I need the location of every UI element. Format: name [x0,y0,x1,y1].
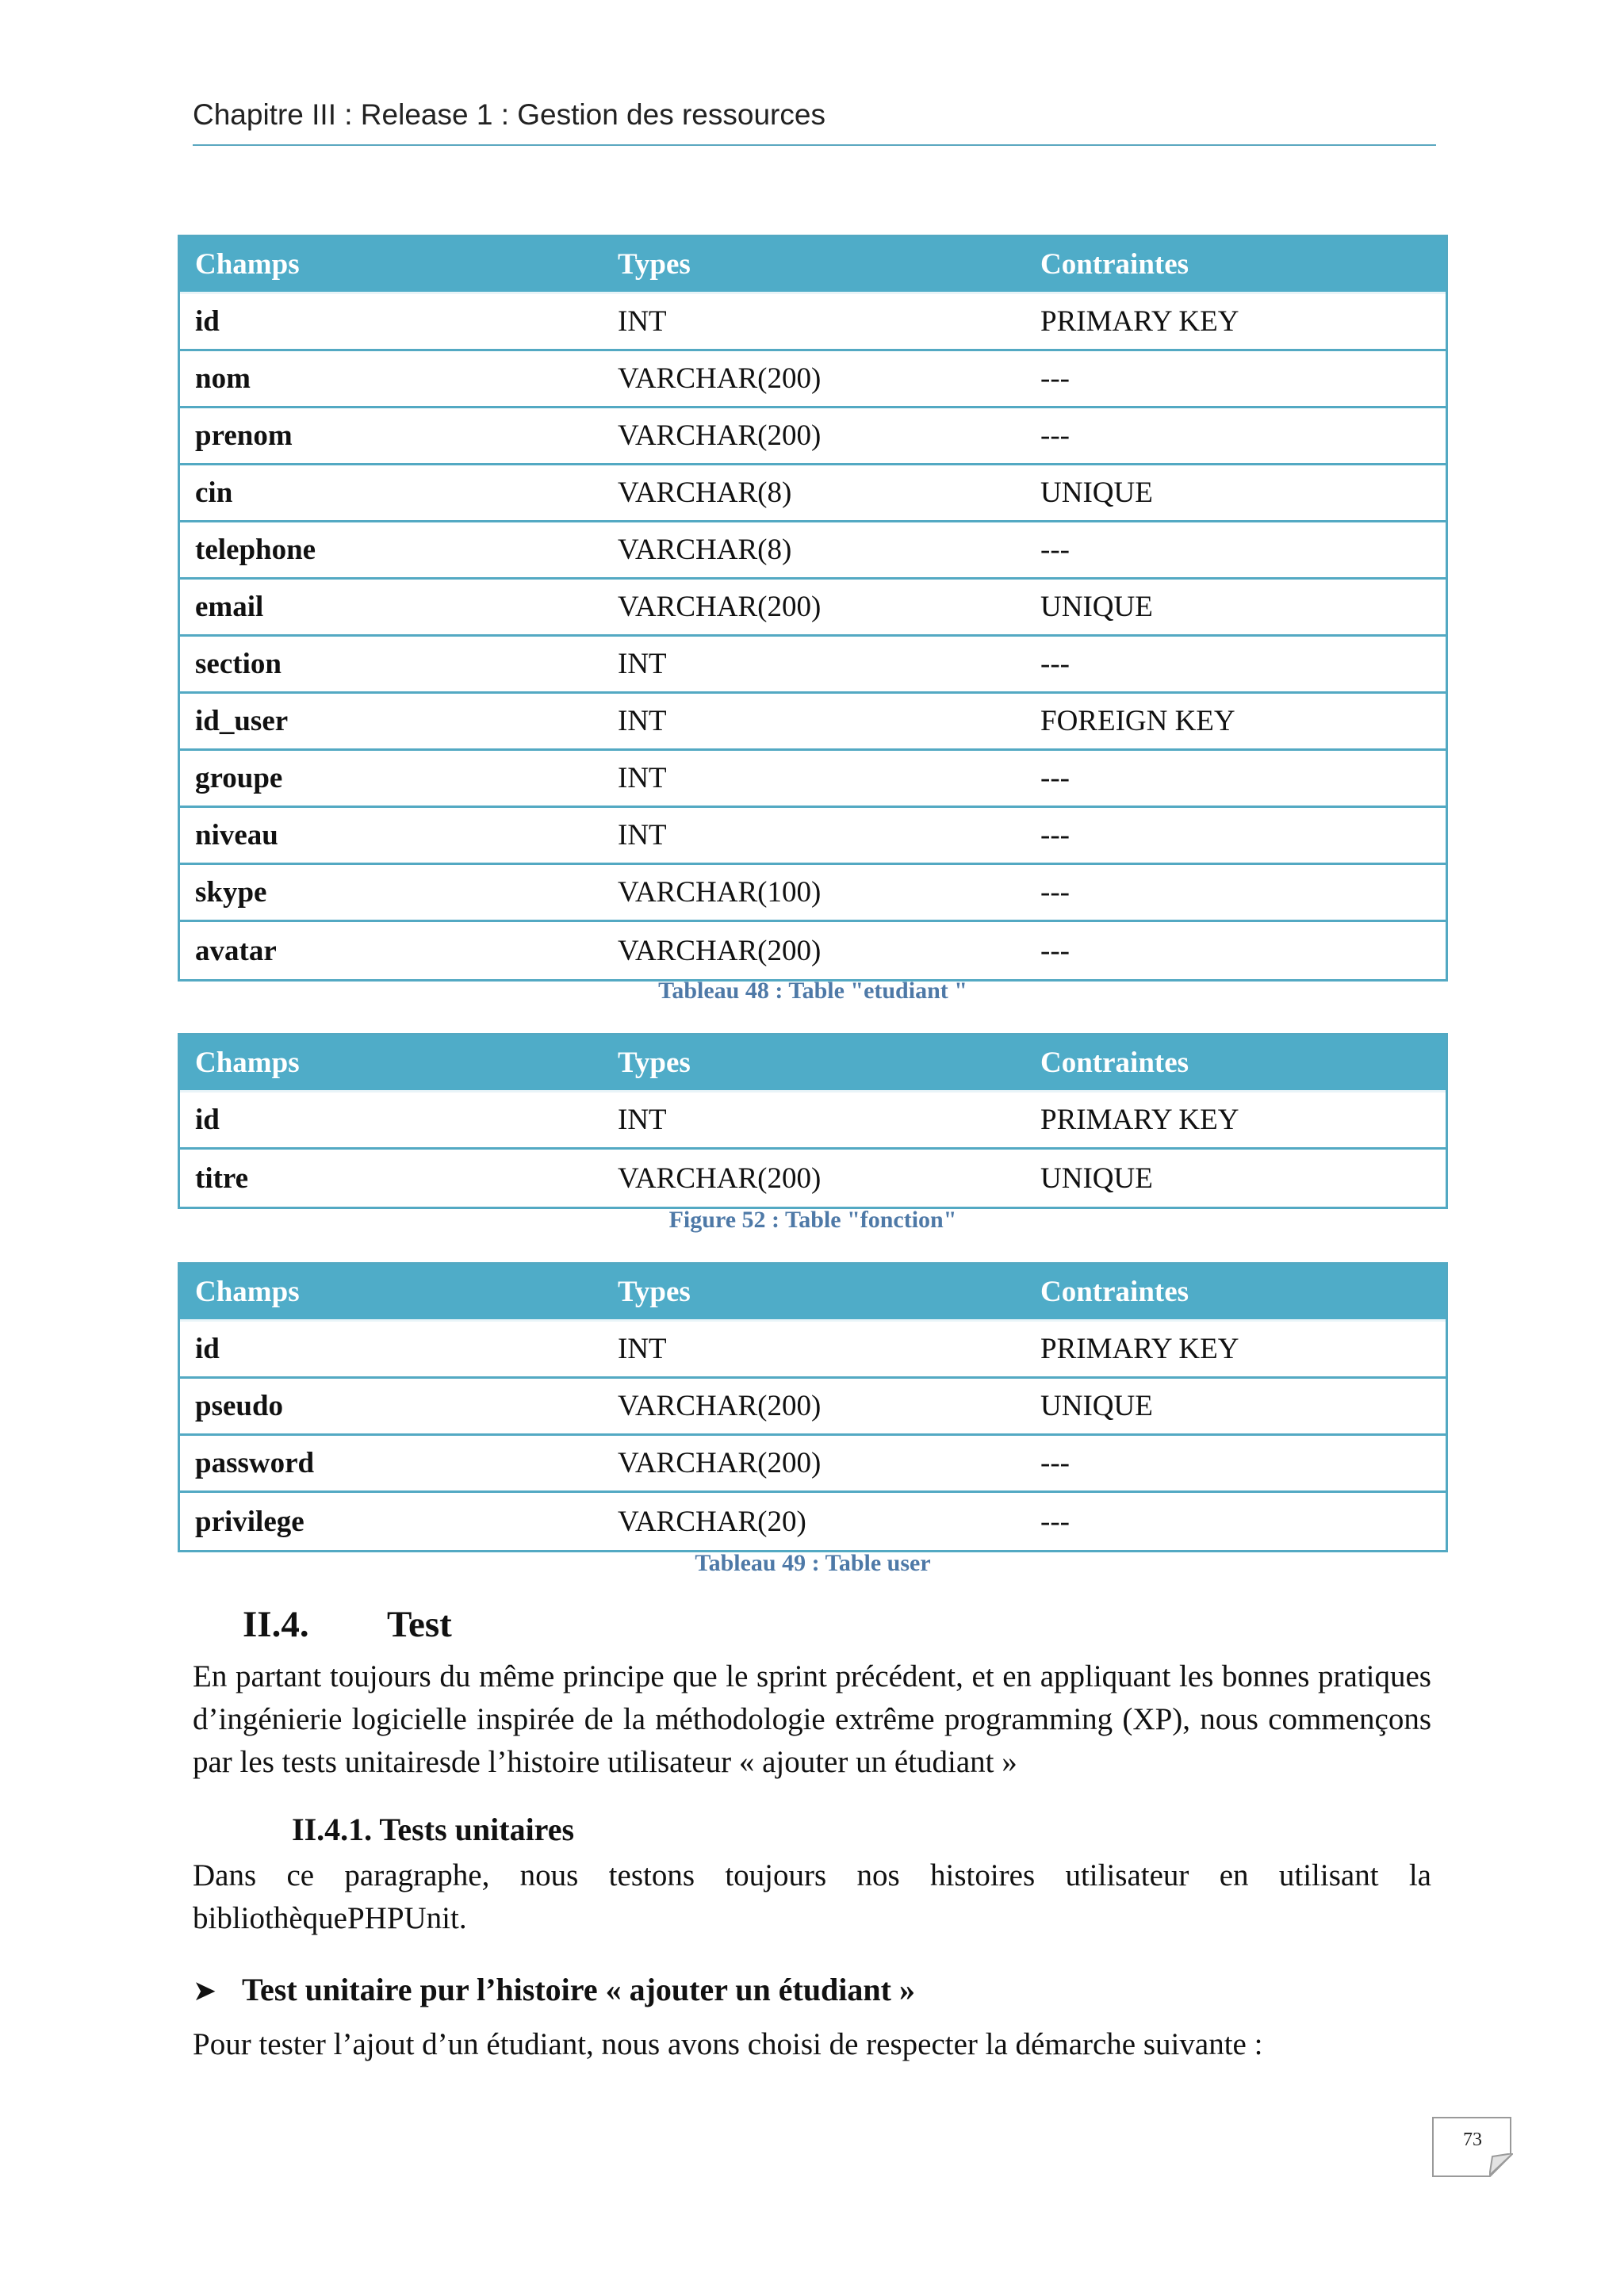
column-header: Contraintes [1040,1276,1189,1308]
field-type-cell: VARCHAR(100) [618,876,822,909]
field-constraint-cell: PRIMARY KEY [1040,305,1239,338]
field-type-cell: VARCHAR(200) [618,934,822,967]
field-constraint-cell: --- [1040,648,1070,680]
field-constraint-cell: --- [1040,534,1070,566]
subsection-paragraph: Dans ce paragraphe, nous testons toujours nos histoires utilisateur en utilisant la bibliothèquePHPUnit. [193,1858,1431,1935]
table-header-row [180,1265,1446,1322]
field-constraint-cell: --- [1040,1447,1070,1479]
field-constraint-cell: --- [1040,876,1070,909]
table-row [180,751,1446,808]
table-row [180,465,1446,522]
field-name-cell: titre [195,1161,249,1195]
field-type-cell: INT [618,648,667,680]
field-type-cell: VARCHAR(200) [618,1447,822,1479]
column-header: Contraintes [1040,248,1189,281]
section-number: II.4. [243,1604,309,1645]
table-row [180,1436,1446,1493]
page-number: 73 [1463,2130,1482,2150]
page-number-box [1432,2117,1511,2177]
column-header: Champs [195,1047,300,1079]
field-type-cell: INT [618,705,667,737]
field-type-cell: VARCHAR(200) [618,1390,822,1422]
field-constraint-cell: --- [1040,819,1070,851]
table-row [180,694,1446,751]
field-name-cell: section [195,648,282,680]
field-name-cell: groupe [195,762,283,794]
field-type-cell: VARCHAR(200) [618,362,822,395]
table-row [180,1093,1446,1150]
table-row [180,351,1446,408]
field-type-cell: INT [618,762,667,794]
field-constraint-cell: --- [1040,419,1070,452]
field-type-cell: INT [618,1104,667,1136]
table-row [180,522,1446,580]
closing-paragraph: Pour tester l’ajout d’un étudiant, nous avons choisi de respecter la démarche suivante : [193,2027,1263,2061]
column-header: Types [618,248,691,281]
field-type-cell: VARCHAR(8) [618,476,792,509]
table-row [180,808,1446,865]
field-name-cell: telephone [195,534,316,566]
table-header-row [180,237,1446,294]
table-row [180,1150,1446,1207]
bullet-heading [193,1971,915,2008]
field-constraint-cell: --- [1040,1505,1070,1538]
field-constraint-cell: --- [1040,762,1070,794]
field-type-cell: VARCHAR(200) [618,419,822,452]
column-header: Champs [195,1276,300,1308]
field-name-cell: avatar [195,934,277,967]
chapter-title: Chapitre III : Release 1 : Gestion des ressources [193,98,825,131]
field-constraint-cell: UNIQUE [1040,591,1153,623]
field-type-cell: VARCHAR(8) [618,534,792,566]
table-user [178,1262,1448,1552]
table-row [180,865,1446,922]
subsection-number: II.4.1. [292,1812,373,1847]
field-type-cell: INT [618,819,667,851]
table-row [180,408,1446,465]
table-row [180,637,1446,694]
bullet-text: Test unitaire pur l’histoire « ajouter un étudiant » [242,1972,915,2007]
column-header: Contraintes [1040,1047,1189,1079]
field-name-cell: pseudo [195,1390,284,1422]
field-type-cell: INT [618,1333,667,1365]
section-title: Test [387,1604,452,1645]
field-constraint-cell: --- [1040,362,1070,395]
table-row [180,1322,1446,1379]
field-name-cell: niveau [195,819,278,851]
table-fonction [178,1033,1448,1209]
section-heading [243,1603,452,1646]
page-curl-icon [1489,2153,1513,2177]
field-name-cell: privilege [195,1505,304,1538]
column-header: Champs [195,248,300,281]
table-header-row [180,1035,1446,1093]
field-type-cell: INT [618,305,667,338]
field-name-cell: id_user [195,705,289,737]
figure-caption: Figure 52 : Table "fonction" [668,1207,957,1233]
field-constraint-cell: UNIQUE [1040,1161,1153,1195]
field-name-cell: password [195,1447,315,1479]
column-header: Types [618,1047,691,1079]
field-name-cell: id [195,305,220,338]
table-caption: Tableau 49 : Table user [695,1550,931,1576]
arrow-bullet-icon: ➤ [193,1975,217,2007]
field-constraint-cell: UNIQUE [1040,1390,1153,1422]
field-constraint-cell: PRIMARY KEY [1040,1333,1239,1365]
table-row [180,1493,1446,1550]
field-name-cell: id [195,1104,220,1136]
field-name-cell: skype [195,876,267,909]
field-type-cell: VARCHAR(200) [618,591,822,623]
field-type-cell: VARCHAR(20) [618,1505,806,1538]
field-constraint-cell: PRIMARY KEY [1040,1104,1239,1136]
field-name-cell: id [195,1333,220,1365]
page-header [193,98,1436,146]
field-name-cell: prenom [195,419,293,452]
table-row [180,922,1446,979]
field-constraint-cell: FOREIGN KEY [1040,705,1235,737]
table-row [180,580,1446,637]
field-name-cell: nom [195,362,251,395]
subsection-title: Tests unitaires [379,1812,575,1847]
field-type-cell: VARCHAR(200) [618,1161,822,1195]
column-header: Types [618,1276,691,1308]
field-name-cell: cin [195,476,233,509]
table-caption: Tableau 48 : Table "etudiant " [658,978,967,1004]
field-constraint-cell: --- [1040,934,1070,967]
field-name-cell: email [195,591,264,623]
table-etudiant [178,235,1448,982]
table-row [180,294,1446,351]
field-constraint-cell: UNIQUE [1040,476,1153,509]
section-paragraph: En partant toujours du même principe que le sprint précédent, et en appliquant les bonnes pratiques d’ingénierie logicielle inspirée de la méthodologie extrême programming (XP), nous commençons par les tests unitairesde l’histoire utilisateur « ajouter un étudiant » [193,1659,1431,1779]
subsection-heading [292,1811,574,1848]
table-row [180,1379,1446,1436]
